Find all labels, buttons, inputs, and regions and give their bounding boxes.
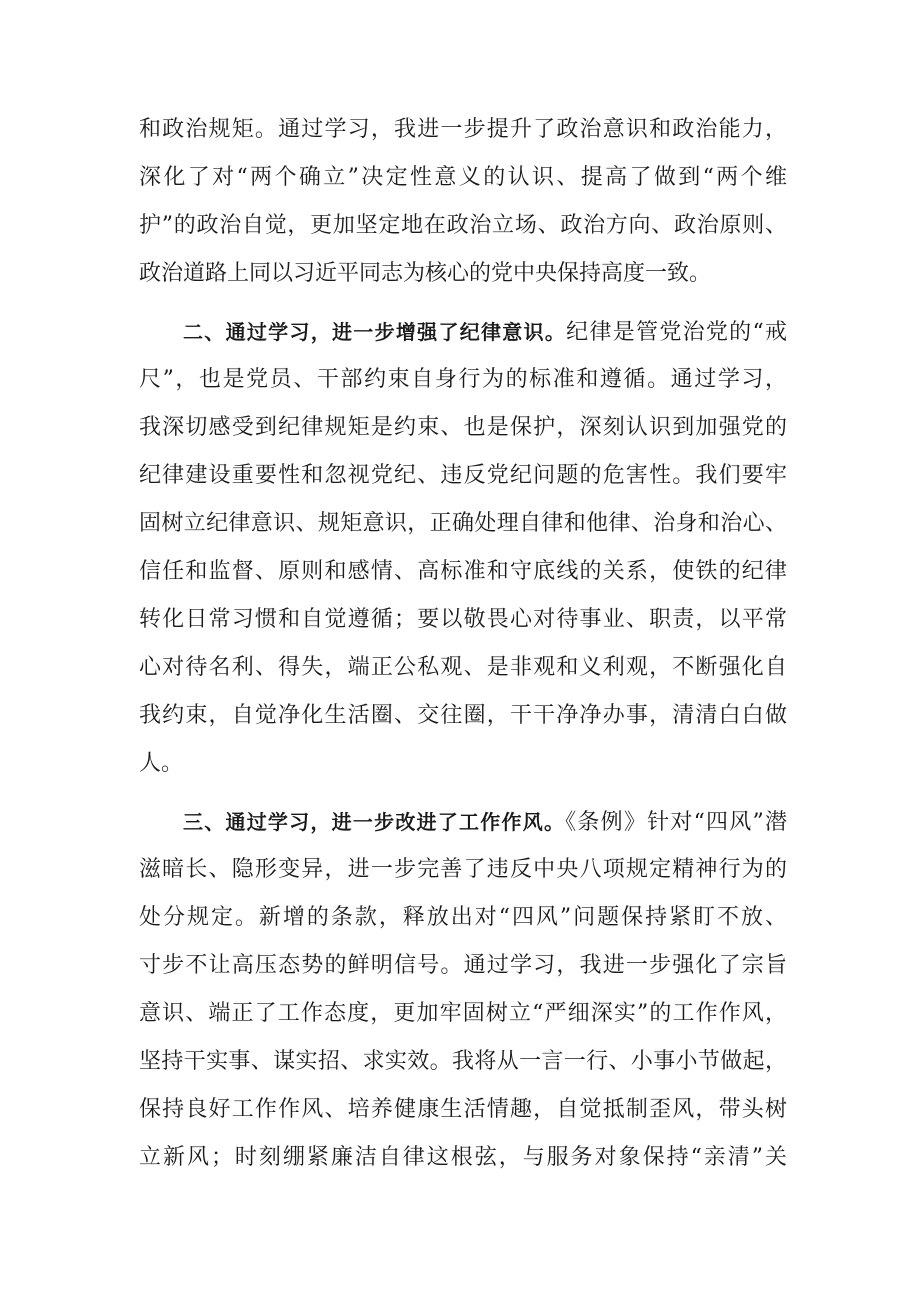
text-line: 和政治规矩。通过学习，我进一步提升了政治意识和政治能力， <box>139 117 787 142</box>
text-line: 转化日常习惯和自觉遵循；要以敬畏心对待事业、职责，以平常 <box>139 607 787 632</box>
section-heading: 三、通过学习，进一步改进了工作作风。 <box>183 810 566 834</box>
text-line: 我深切感受到纪律规矩是约束、也是保护，深刻认识到加强党的 <box>139 415 787 440</box>
paragraph-discipline <box>139 308 787 788</box>
text-fragment: 纪律是管党治党的“戒 <box>566 320 788 345</box>
document-body <box>139 106 787 1182</box>
text-line: 立新风；时刻绷紧廉洁自律这根弦，与服务对象保持“亲清”关 <box>139 1145 787 1170</box>
text-line: 坚持干实事、谋实招、求实效。我将从一言一行、小事小节做起， <box>139 1049 787 1074</box>
text-line: 政治道路上同以习近平同志为核心的党中央保持高度一致。 <box>139 261 712 286</box>
paragraph-work-style <box>139 798 787 1182</box>
section-heading: 二、通过学习，进一步增强了纪律意识。 <box>183 320 567 344</box>
text-line: 护”的政治自觉，更加坚定地在政治立场、政治方向、政治原则、 <box>139 213 787 238</box>
text-line: 我约束，自觉净化生活圈、交往圈，干干净净办事，清清白白做 <box>139 703 787 728</box>
text-line <box>139 308 787 356</box>
text-line: 人。 <box>139 751 184 776</box>
text-line: 深化了对“两个确立”决定性意义的认识、提高了做到“两个维 <box>139 165 787 190</box>
text-line: 滋暗长、隐形变异，进一步完善了违反中央八项规定精神行为的 <box>139 857 787 882</box>
text-line: 保持良好工作作风、培养健康生活情趣，自觉抵制歪风，带头树 <box>139 1097 787 1122</box>
text-line: 心对待名利、得失，端正公私观、是非观和义利观，不断强化自 <box>139 655 787 680</box>
text-line: 纪律建设重要性和忽视党纪、违反党纪问题的危害性。我们要牢 <box>139 463 787 488</box>
text-line: 尺”，也是党员、干部约束自身行为的标准和遵循。通过学习， <box>139 367 787 392</box>
text-line: 寸步不让高压态势的鲜明信号。通过学习，我进一步强化了宗旨 <box>139 953 787 978</box>
text-line: 处分规定。新增的条款，释放出对“四风”问题保持紧盯不放、 <box>139 905 787 930</box>
text-line <box>139 798 787 846</box>
text-line: 固树立纪律意识、规矩意识，正确处理自律和他律、治身和治心、 <box>139 511 787 536</box>
text-line: 意识、端正了工作态度，更加牢固树立“严细深实”的工作作风， <box>139 1001 787 1026</box>
text-fragment: 《条例》针对“四风”潜 <box>565 810 788 835</box>
paragraph-political <box>139 106 787 298</box>
text-line: 信任和监督、原则和感情、高标准和守底线的关系，使铁的纪律 <box>139 559 787 584</box>
